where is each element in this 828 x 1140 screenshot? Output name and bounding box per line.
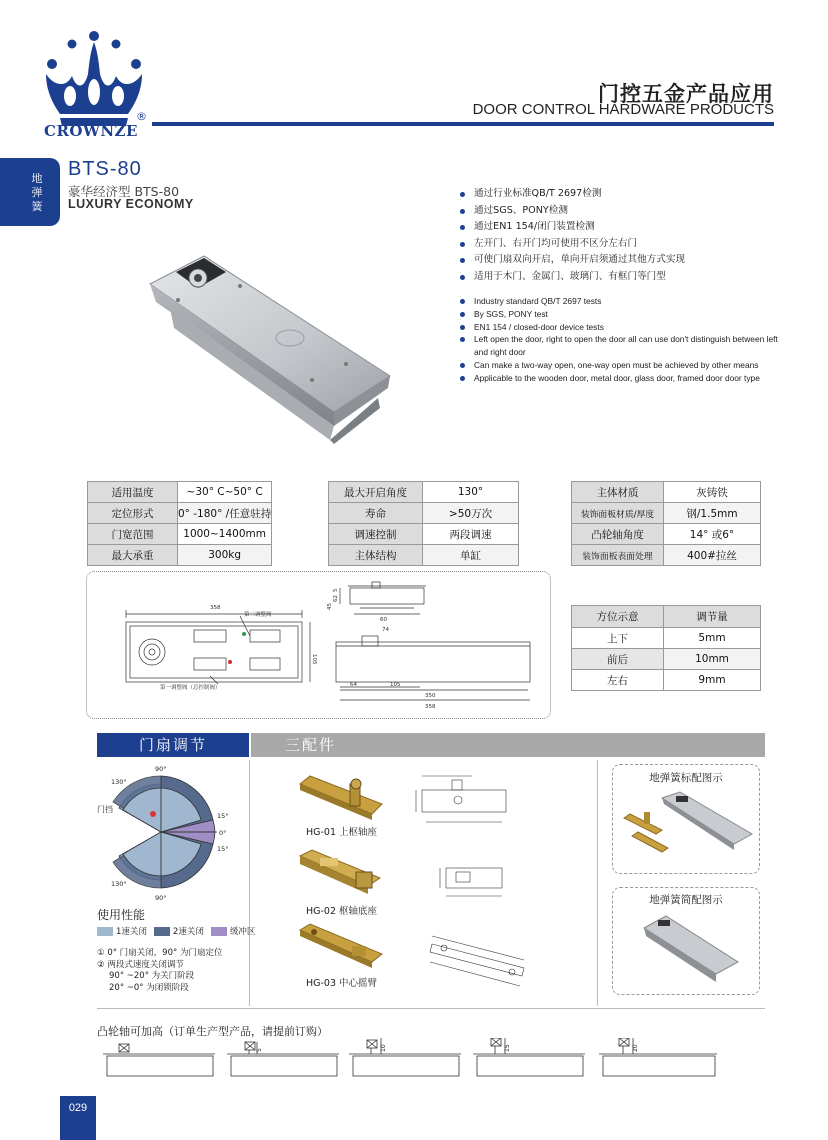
- standard-config-image: [622, 790, 754, 860]
- dim-74: 74: [382, 627, 389, 633]
- valve-1-label: 第一调整阀（总控制阀）: [160, 685, 221, 691]
- adjust-header: 调节量: [664, 606, 761, 628]
- spec-label: 主体结构: [329, 545, 423, 566]
- standard-config-title: 地弹簧标配图示: [649, 772, 723, 784]
- column-divider: [597, 760, 598, 1006]
- spec-table-2: [328, 481, 519, 566]
- spec-value: 1000~1400mm: [178, 524, 272, 545]
- features-en-list: [458, 295, 778, 385]
- spec-label: 最大承重: [88, 545, 178, 566]
- section-divider: [97, 1008, 765, 1009]
- adjust-header: 方位示意: [572, 606, 664, 628]
- spec-label: 最大开启角度: [329, 482, 423, 503]
- spec-value: 两段调速: [423, 524, 519, 545]
- usage-note: 20° ~0° 为闭锁阶段: [109, 982, 189, 993]
- category-char: 地: [31, 172, 43, 185]
- adjustment-table: [571, 605, 761, 691]
- angle-130-bottom: 130°: [111, 880, 127, 888]
- spec-label: 装饰面板表面处理: [572, 545, 664, 566]
- feature-item: 通过EN1 154/闭门装置检测: [458, 219, 685, 236]
- category-char: 弹: [31, 186, 43, 199]
- cam-height-5: 5: [256, 1048, 263, 1052]
- spec-table-3: [571, 481, 761, 566]
- cam-height-15: 15: [504, 1044, 511, 1052]
- angle-90-top: 90°: [155, 765, 167, 773]
- usage-notes: [97, 948, 222, 994]
- usage-note: ② 两段式速度关闭调节: [97, 959, 184, 970]
- page-number: 029: [60, 1096, 96, 1140]
- spec-value: 400#拉丝: [664, 545, 761, 566]
- product-name-cn: 豪华经济型 BTS-80: [68, 184, 180, 199]
- hg01-image: [296, 770, 386, 822]
- angle-15-bottom: 15°: [217, 845, 229, 853]
- technical-drawing: [90, 576, 548, 716]
- spec-value: 单缸: [423, 545, 519, 566]
- features-cn-list: [458, 186, 685, 286]
- cam-height-title: 凸轮轴可加高（订单生产型产品，请提前订购）: [97, 1025, 328, 1038]
- legend-swatch: [154, 927, 170, 936]
- brand-name: CROWNZE: [44, 122, 138, 140]
- category-char: 簧: [31, 200, 43, 213]
- feature-item: 可使门扇双向开启，单向开启须通过其他方式实现: [458, 252, 685, 269]
- hg02-image: [296, 848, 386, 900]
- page-title-en: DOOR CONTROL HARDWARE PRODUCTS: [472, 101, 774, 118]
- legend-swatch: [97, 927, 113, 936]
- feature-item: 通过SGS、PONY检测: [458, 203, 685, 220]
- legend-label: 1速关闭: [116, 927, 147, 937]
- feature-item: 左开门、右开门均可使用不区分左右门: [458, 236, 685, 253]
- angle-0: 0°: [219, 829, 227, 837]
- dim-5: 5: [333, 588, 339, 592]
- spec-value: ~30° C~50° C: [178, 482, 272, 503]
- valve-2-label: 第二调整阀: [244, 612, 272, 618]
- category-tab: [0, 158, 60, 226]
- dim-45: 45: [327, 603, 333, 610]
- feature-item: 适用于木门、金属门、玻璃门、有框门等门型: [458, 269, 685, 286]
- product-name-en: LUXURY ECONOMY: [68, 197, 194, 211]
- simple-config-title: 地弹簧简配图示: [649, 894, 723, 906]
- dim-60: 60: [380, 617, 387, 623]
- feature-item: EN1 154 / closed-door device tests: [458, 321, 778, 334]
- feature-item: By SGS, PONY test: [458, 308, 778, 321]
- spec-label: 凸轮轴角度: [572, 524, 664, 545]
- part-hg03-label: HG-03 中心摇臂: [306, 978, 378, 989]
- section-accessories: 三配件: [251, 733, 765, 757]
- adjust-amount: 9mm: [664, 670, 761, 691]
- angle-130-top: 130°: [111, 778, 127, 786]
- dim-62: 62: [333, 595, 339, 602]
- section-door-adjust: 门扇调节: [97, 733, 249, 757]
- cam-height-10: 10: [380, 1044, 387, 1052]
- spec-value: >50万次: [423, 503, 519, 524]
- spec-value: 130°: [423, 482, 519, 503]
- part-hg02-label: HG-02 枢轴底座: [306, 906, 378, 917]
- angle-15-top: 15°: [217, 812, 229, 820]
- registered-mark: ®: [136, 110, 147, 123]
- adjust-direction: 左右: [572, 670, 664, 691]
- legend-label: 缓冲区: [229, 927, 256, 937]
- hg02-drawing: [432, 856, 512, 908]
- cam-height-diagrams: [97, 1038, 765, 1082]
- header-rule: [152, 122, 774, 126]
- spec-label: 适用温度: [88, 482, 178, 503]
- usage-note: ① 0° 门扇关闭，90° 为门扇定位: [97, 948, 223, 958]
- page-title-cn: 门控五金产品应用: [598, 81, 774, 106]
- legend-label: 2速关闭: [172, 927, 204, 937]
- spec-label: 寿命: [329, 503, 423, 524]
- spec-label: 主体材质: [572, 482, 664, 503]
- spec-value: 灰铸铁: [664, 482, 761, 503]
- spec-label: 装饰面板材质/厚度: [572, 503, 664, 524]
- spec-value: 0° -180° /任意驻持: [178, 503, 272, 524]
- feature-item: 通过行业标准QB/T 2697检测: [458, 186, 685, 203]
- cam-height-20: 20: [632, 1044, 639, 1052]
- part-hg01-label: HG-01 上枢轴座: [306, 827, 378, 838]
- product-model: BTS-80: [68, 158, 142, 180]
- spec-table-1: [87, 481, 272, 566]
- door-angle-diagram: [97, 762, 247, 904]
- legend-swatch: [211, 927, 227, 936]
- spec-label: 定位形式: [88, 503, 178, 524]
- adjust-amount: 5mm: [664, 628, 761, 649]
- hg03-drawing: [424, 932, 534, 990]
- hg03-image: [296, 920, 386, 970]
- feature-item: Can make a two-way open, one-way open must be achieved by other means: [458, 359, 778, 372]
- spec-value: 300kg: [178, 545, 272, 566]
- feature-item: Left open the door, right to open the door all can use don't distinguish between left and right door: [458, 333, 778, 359]
- usage-legend: [97, 925, 255, 937]
- spec-value: 14° 或6°: [664, 524, 761, 545]
- dim-358-side: 358: [425, 704, 436, 710]
- spec-value: 钢/1.5mm: [664, 503, 761, 524]
- feature-item: Applicable to the wooden door, metal door, glass door, framed door door type: [458, 372, 778, 385]
- adjust-amount: 10mm: [664, 649, 761, 670]
- usage-note: 90° ~20° 为关门阶段: [109, 971, 195, 982]
- dim-64: 64: [350, 682, 357, 688]
- door-stop-label: 门挡: [97, 805, 113, 814]
- dim-358-top: 358: [210, 605, 221, 611]
- usage-title: 使用性能: [97, 908, 146, 922]
- spec-label: 门宽范围: [88, 524, 178, 545]
- floor-spring-product-image: [140, 248, 400, 448]
- column-divider: [249, 760, 250, 1006]
- dim-105-height: 105: [311, 654, 317, 665]
- angle-90-bottom: 90°: [155, 894, 167, 902]
- spec-label: 调速控制: [329, 524, 423, 545]
- dim-105: 105: [390, 682, 401, 688]
- adjust-direction: 上下: [572, 628, 664, 649]
- hg01-drawing: [412, 770, 512, 830]
- adjust-direction: 前后: [572, 649, 664, 670]
- simple-config-image: [640, 910, 740, 988]
- dim-350: 350: [425, 693, 436, 699]
- feature-item: Industry standard QB/T 2697 tests: [458, 295, 778, 308]
